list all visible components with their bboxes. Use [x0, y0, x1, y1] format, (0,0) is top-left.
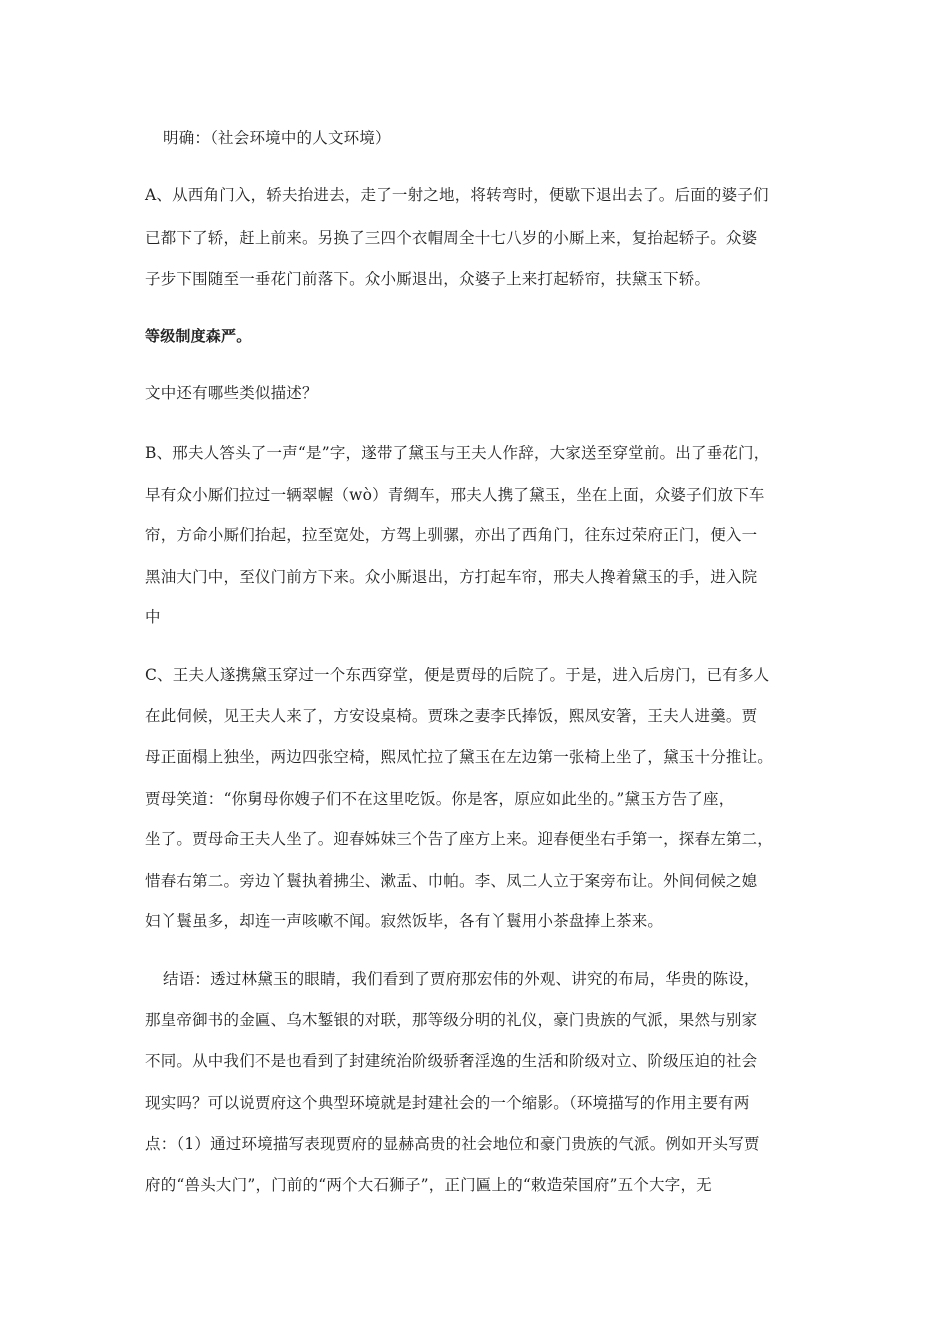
paragraph-b-line-1: B、邢夫人答头了一声“是”字，遂带了黛玉与王夫人作辞，大家送至穿堂前。出了垂花门， — [145, 444, 770, 462]
paragraph-c-line-4: 贾母笑道：“你舅母你嫂子们不在这里吃饭。你是客，原应如此坐的。”黛玉方告了座， — [145, 790, 735, 808]
conclusion-line-1: 结语：透过林黛玉的眼睛，我们看到了贾府那宏伟的外观、讲究的布局，华贵的陈设， — [163, 970, 760, 988]
conclusion-line-3: 不同。从中我们不是也看到了封建统治阶级骄奢淫逸的生活和阶级对立、阶级压迫的社会 — [145, 1052, 758, 1070]
answer-heading: 明确：（社会环境中的人文环境） — [163, 129, 391, 147]
paragraph-a-line-3: 子步下围随至一垂花门前落下。众小厮退出，众婆子上来打起轿帘，扶黛玉下轿。 — [145, 270, 711, 288]
conclusion-line-2: 那皇帝御书的金匾、乌木錾银的对联，那等级分明的礼仪，豪门贵族的气派，果然与别家 — [145, 1011, 758, 1029]
bold-conclusion: 等级制度森严。 — [145, 327, 252, 345]
conclusion-line-6: 府的“兽头大门”，门前的“两个大石狮子”，正门匾上的“敕造荣国府”五个大字，无 — [145, 1176, 712, 1194]
question-line: 文中还有哪些类似描述？ — [145, 384, 318, 402]
conclusion-line-4: 现实吗？可以说贾府这个典型环境就是封建社会的一个缩影。（环境描写的作用主要有两 — [145, 1094, 750, 1112]
paragraph-c-line-3: 母正面榻上独坐，两边四张空椅，熙凤忙拉了黛玉在左边第一张椅上坐了，黛玉十分推让。 — [145, 748, 774, 766]
paragraph-c-line-1: C、王夫人遂携黛玉穿过一个东西穿堂，便是贾母的后院了。于是，进入后房门，已有多人 — [145, 666, 770, 684]
paragraph-c-line-7: 妇丫鬟虽多，却连一声咳嗽不闻。寂然饭毕，各有丫鬟用小茶盘捧上茶来。 — [145, 912, 664, 930]
paragraph-b-line-2: 早有众小厮们拉过一辆翠幄（wò）青绸车，邢夫人携了黛玉，坐在上面，众婆子们放下车 — [145, 486, 765, 504]
paragraph-b-line-5: 中 — [145, 608, 161, 626]
paragraph-c-line-6: 惜春右第二。旁边丫鬟执着拂尘、漱盂、巾帕。李、凤二人立于案旁布让。外间伺候之媳 — [145, 872, 758, 890]
paragraph-b-line-3: 帘，方命小厮们抬起，拉至宽处，方驾上驯骡，亦出了西角门，往东过荣府正门，便入一 — [145, 526, 758, 544]
paragraph-b-line-4: 黑油大门中，至仪门前方下来。众小厮退出，方打起车帘，邢夫人搀着黛玉的手，进入院 — [145, 568, 758, 586]
paragraph-a-line-2: 已都下了轿，赶上前来。另换了三四个衣帽周全十七八岁的小厮上来，复抬起轿子。众婆 — [145, 229, 758, 247]
paragraph-a-line-1: A、从西角门入，轿夫抬进去，走了一射之地，将转弯时，便歇下退出去了。后面的婆子们 — [145, 186, 769, 204]
conclusion-line-5: 点：（1）通过环境描写表现贾府的显赫高贵的社会地位和豪门贵族的气派。例如开头写贾 — [145, 1135, 760, 1153]
paragraph-c-line-5: 坐了。贾母命王夫人坐了。迎春姊妹三个告了座方上来。迎春便坐右手第一，探春左第二， — [145, 830, 774, 848]
paragraph-c-line-2: 在此伺候，见王夫人来了，方安设桌椅。贾珠之妻李氏捧饭，熙凤安箸，王夫人进羹。贾 — [145, 707, 758, 725]
